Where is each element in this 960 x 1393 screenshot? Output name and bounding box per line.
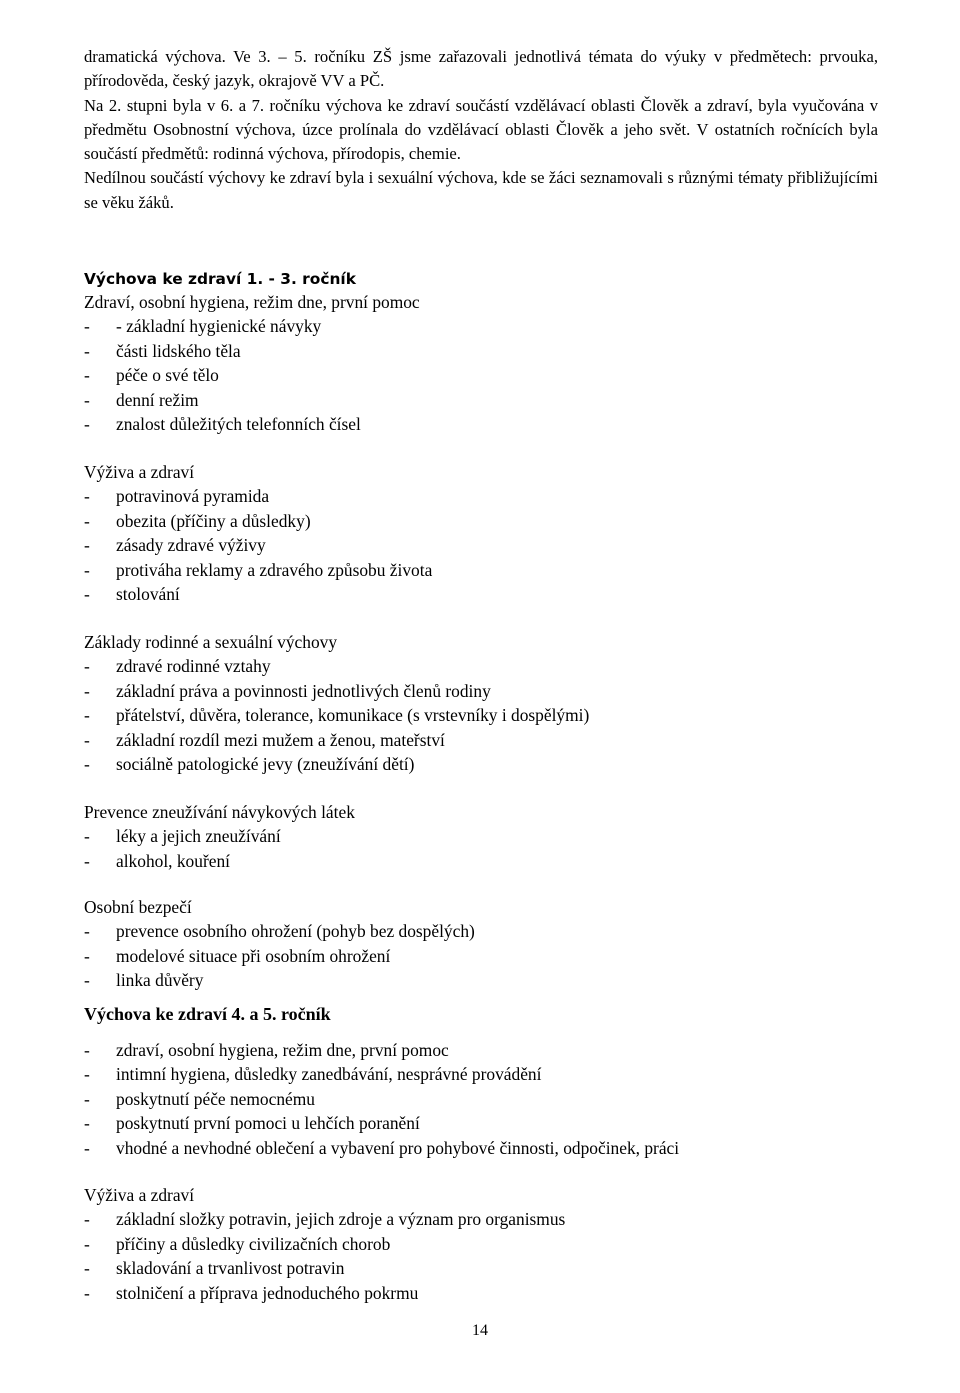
topic-title: Výživa a zdraví — [84, 462, 195, 482]
list-item: - linka důvěry — [84, 970, 204, 991]
list-item: - denní režim — [84, 389, 199, 410]
topic-title: Zdraví, osobní hygiena, režim dne, první pomoc — [84, 292, 420, 312]
topic-title: Prevence zneužívání návykových látek — [84, 802, 355, 822]
list-item: - zásady zdravé výživy — [84, 535, 266, 556]
list-item: - zdravé rodinné vztahy — [84, 656, 271, 677]
list-item: - modelové situace při osobním ohrožení — [84, 945, 391, 966]
list-item: - - základní hygienické návyky — [84, 316, 322, 337]
list-item: - péče o své tělo — [84, 365, 219, 386]
list-item: - stolničení a příprava jednoduchého pokrmu — [84, 1282, 419, 1303]
list-item: - obezita (příčiny a důsledky) — [84, 510, 311, 531]
intro-text — [84, 45, 878, 215]
list-item: - znalost důležitých telefonních čísel — [84, 413, 361, 434]
topic-group-addiction-prevention — [84, 800, 355, 873]
list-item: - základní složky potravin, jejich zdroje a význam pro organismus — [84, 1209, 566, 1230]
topic-list-grades-4-5 — [84, 1038, 679, 1160]
list-item: - intimní hygiena, důsledky zanedbávání, nesprávné provádění — [84, 1064, 542, 1085]
intro-paragraph-2: Na 2. stupni byla v 6. a 7. ročníku výchova ke zdraví součástí vzdělávací oblasti Člověk a zdraví, byla vyučována v předmětu Osobnostní výchova, úzce prolínala do vzdělávací oblasti Člověk a jeho svět. V ostatních ročnících byla součástí předmětů: rodinná výchova, přírodopis, chemie. — [84, 95, 878, 164]
list-item: - skladování a trvanlivost potravin — [84, 1258, 345, 1279]
intro-paragraph-3: Nedílnou součástí výchovy ke zdraví byla i sexuální výchova, kde se žáci seznamovali s různými tématy přibližujícími se věku žáků. — [84, 168, 878, 212]
list-item: - základní práva a povinnosti jednotlivých členů rodiny — [84, 680, 491, 701]
list-item: - příčiny a důsledky civilizačních chorob — [84, 1233, 391, 1254]
page-number: 14 — [472, 1322, 488, 1339]
list-item: - protiváha reklamy a zdravého způsobu života — [84, 559, 433, 580]
list-item: - léky a jejich zneužívání — [84, 826, 281, 847]
list-item: - zdraví, osobní hygiena, režim dne, první pomoc — [84, 1040, 449, 1060]
topic-title: Výživa a zdraví — [84, 1185, 195, 1205]
list-item: - potravinová pyramida — [84, 486, 270, 507]
section-heading-grades-4-5: Výchova ke zdraví 4. a 5. ročník — [84, 1004, 331, 1024]
list-item: - poskytnutí první pomoci u lehčích poranění — [84, 1113, 420, 1134]
list-item: - základní rozdíl mezi mužem a ženou, mateřství — [84, 729, 445, 750]
topic-group-nutrition-grades-4-5 — [84, 1183, 565, 1305]
list-item: - stolování — [84, 583, 180, 604]
list-item: - přátelství, důvěra, tolerance, komunikace (s vrstevníky i dospělými) — [84, 705, 590, 726]
topic-group-personal-safety — [84, 895, 475, 993]
list-item: - alkohol, kouření — [84, 850, 230, 871]
intro-paragraph-1: dramatická výchova. Ve 3. – 5. ročníku ZŠ jsme zařazovali jednotlivá témata do výuky v předmětech: prvouka, přírodověda, český jazyk, okrajově VV a PČ. — [84, 47, 878, 91]
list-item: - vhodné a nevhodné oblečení a vybavení pro pohybové činnosti, odpočinek, práci — [84, 1137, 680, 1158]
topic-title: Základy rodinné a sexuální výchovy — [84, 632, 338, 652]
list-item: - sociálně patologické jevy (zneužívání dětí) — [84, 753, 415, 774]
topic-group-nutrition — [84, 460, 432, 606]
list-item: - části lidského těla — [84, 340, 241, 361]
section-heading-grades-1-3: Výchova ke zdraví 1. - 3. ročník — [84, 270, 356, 288]
topic-group-health — [84, 290, 420, 436]
list-item: - poskytnutí péče nemocnému — [84, 1088, 315, 1109]
topic-group-family-education — [84, 630, 589, 776]
topic-title: Osobní bezpečí — [84, 897, 192, 917]
list-item: - prevence osobního ohrožení (pohyb bez dospělých) — [84, 921, 475, 942]
